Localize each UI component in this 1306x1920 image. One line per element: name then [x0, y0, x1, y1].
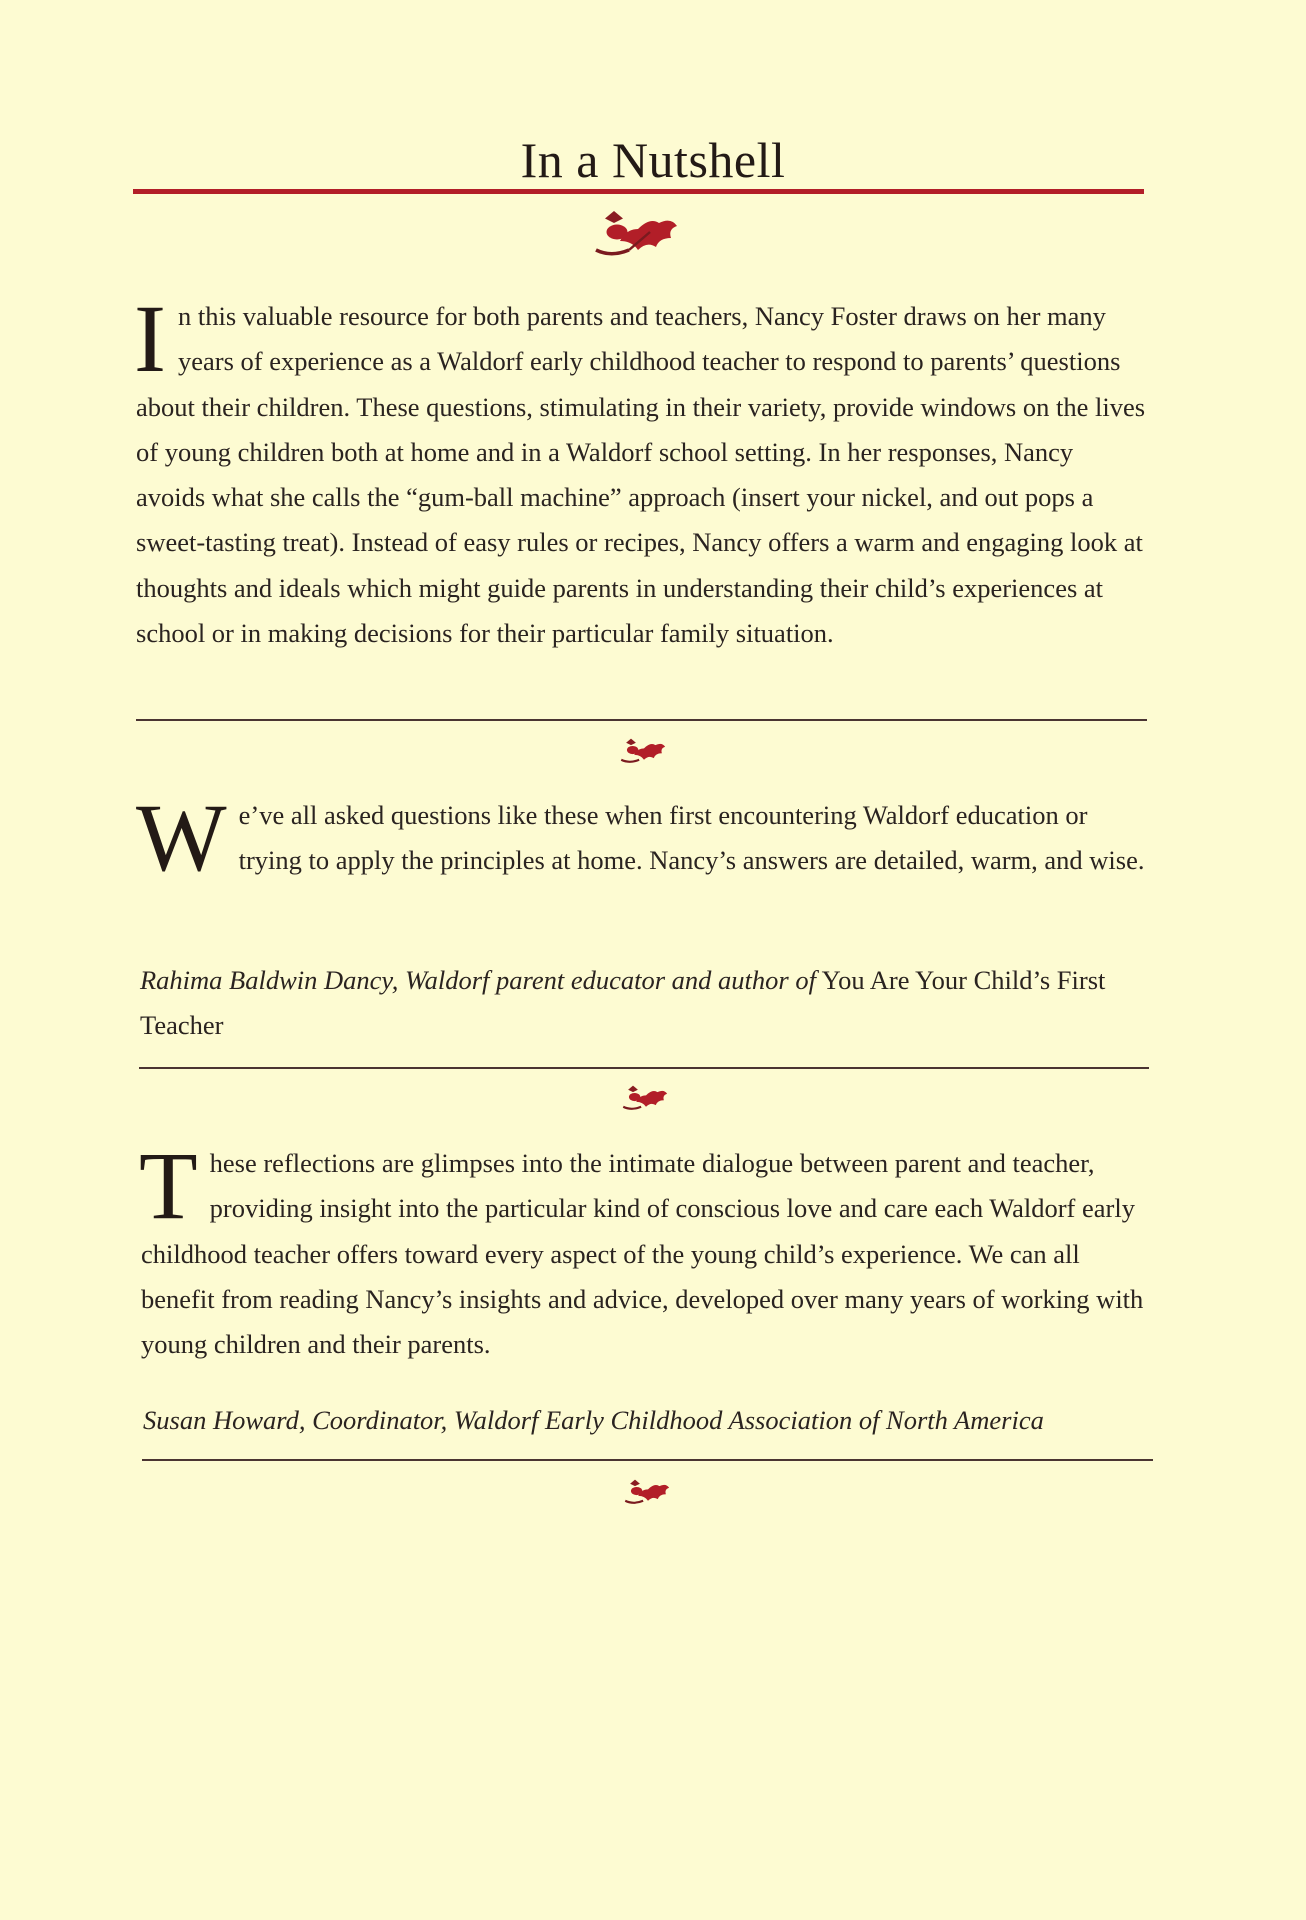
leaf-fleuron-icon	[618, 734, 670, 766]
drop-cap: W	[136, 784, 227, 891]
leaf-fleuron-icon	[622, 1475, 674, 1507]
leaf-fleuron-icon	[590, 205, 686, 259]
title-rule	[133, 189, 1144, 194]
intro-paragraph	[134, 285, 1146, 656]
quote-paragraph	[139, 1132, 1153, 1367]
section-divider-rule	[139, 1067, 1149, 1069]
section-divider-rule	[142, 1459, 1153, 1461]
attribution-author: Rahima Baldwin Dancy, Waldorf parent educator and author of	[140, 965, 816, 995]
paragraph-text: e’ve all asked questions like these when first encountering Waldorf education or trying to apply the principles at home. Nancy’s answers are detailed, warm, and wise.	[238, 800, 1145, 876]
paragraph-text: hese reflections are glimpses into the intimate dialogue between parent and teacher, providing insight into the particular kind of conscious love and care each Waldorf early childhood teacher offers toward every aspect of the young child’s experience. We can all benefit from reading Nancy’s insights and advice, developed over many years of working with young children and their parents.	[141, 1148, 1144, 1360]
quote-attribution	[143, 1398, 1158, 1443]
attribution-book-title: You Are Your Child’s First Teacher	[140, 965, 1106, 1040]
quote-paragraph	[136, 784, 1148, 891]
quote-attribution	[140, 958, 1150, 1048]
drop-cap: T	[139, 1132, 198, 1239]
drop-cap: I	[134, 285, 166, 392]
paragraph-text: n this valuable resource for both parents and teachers, Nancy Foster draws on her many years of experience as a Waldorf early childhood teacher to respond to parents’ questions about their children. These questions, stimulating in their variety, provide windows on the lives of young children both at home and in a Waldorf school setting. In her responses, Nancy avoids what she calls the “gum-ball machine” approach (insert your nickel, and out pops a sweet-tasting treat). Instead of easy rules or recipes, Nancy offers a warm and engaging look at thoughts and ideals which might guide parents in understanding their child’s experiences at school or in making decisions for their particular family situation.	[136, 301, 1146, 649]
attribution-author: Susan Howard, Coordinator, Waldorf Early Childhood Association of North America	[143, 1405, 1044, 1435]
section-divider-rule	[136, 719, 1147, 721]
page-title: In a Nutshell	[520, 132, 786, 188]
leaf-fleuron-icon	[620, 1081, 672, 1113]
